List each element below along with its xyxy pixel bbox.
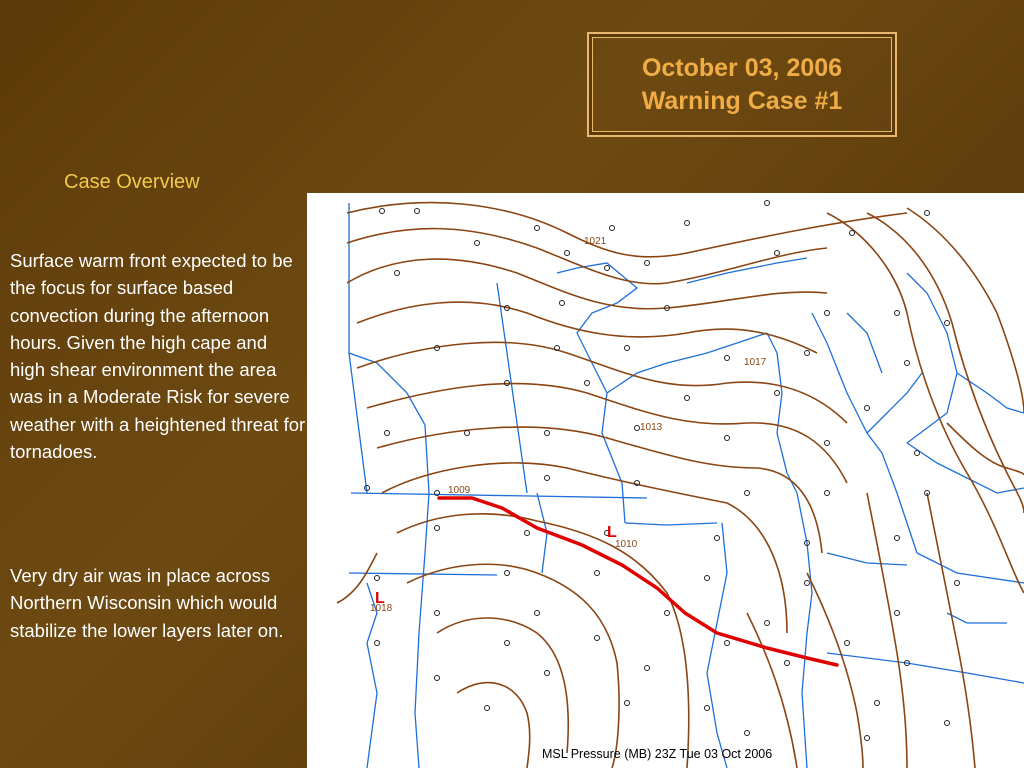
low-pressure-symbol: L [375,590,385,607]
isobar-label: 1021 [584,236,607,247]
station-marker [825,441,830,446]
isobar-line [867,213,1024,513]
station-marker [635,426,640,431]
boundary-line [797,493,812,768]
station-marker [745,731,750,736]
station-marker [375,641,380,646]
station-marker [895,611,900,616]
station-marker [610,226,615,231]
station-marker [805,351,810,356]
station-marker [775,391,780,396]
title-date: October 03, 2006 [641,53,843,82]
map-caption: MSL Pressure (MB) 23Z Tue 03 Oct 2006 [542,747,773,761]
boundary-line [827,653,1024,683]
boundary-line [349,353,367,493]
station-marker [625,701,630,706]
station-marker [645,261,650,266]
boundary-line [947,613,1007,623]
case-overview-heading: Case Overview [64,171,200,193]
isobar-line [907,208,1024,413]
station-marker [895,536,900,541]
isobar-line [807,573,863,768]
station-marker [850,231,855,236]
station-marker [715,536,720,541]
station-marker [545,476,550,481]
station-marker [725,641,730,646]
station-marker [535,226,540,231]
station-marker [865,406,870,411]
station-marker [435,611,440,616]
station-marker [805,581,810,586]
isobar-line [827,213,1024,593]
station-marker [415,209,420,214]
boundary-line [497,283,527,493]
station-marker [395,271,400,276]
station-marker [645,666,650,671]
boundary-line [867,373,922,433]
station-marker [375,576,380,581]
station-marker [475,241,480,246]
station-marker [785,661,790,666]
station-marker [775,251,780,256]
station-marker [595,571,600,576]
station-marker [845,641,850,646]
station-marker [895,311,900,316]
isobar-label: 1010 [615,539,638,550]
station-marker [525,531,530,536]
station-marker [625,346,630,351]
boundary-line [812,313,882,453]
map-canvas [307,193,1024,768]
station-marker [945,321,950,326]
station-marker [745,491,750,496]
isobar-line [747,613,797,768]
station-marker [875,701,880,706]
overview-paragraph-2: Very dry air was in place across Northern Wisconsin which would stabilize the lower layers later on. [10,565,284,641]
boundary-line [827,553,907,565]
station-marker [665,611,670,616]
isobar-label: 1009 [448,485,471,496]
station-marker [705,706,710,711]
station-marker [380,209,385,214]
station-marker [765,201,770,206]
station-marker [535,611,540,616]
station-marker [545,671,550,676]
low-pressure-symbol: L [607,524,617,541]
station-marker [825,491,830,496]
station-marker [825,311,830,316]
boundary-line [349,203,429,768]
station-marker [925,211,930,216]
station-marker [605,266,610,271]
station-marker [765,621,770,626]
station-marker [560,301,565,306]
station-marker [485,706,490,711]
boundary-line [351,493,647,498]
station-marker [725,356,730,361]
station-marker [385,431,390,436]
station-marker [435,526,440,531]
boundary-line [767,333,797,493]
station-marker [915,451,920,456]
station-marker [585,381,590,386]
station-marker [595,636,600,641]
station-marker [505,641,510,646]
title-case: Warning Case #1 [641,86,843,115]
boundary-line [847,313,882,373]
station-marker [685,221,690,226]
isobar-line [947,423,1024,475]
station-plots [365,201,960,741]
station-marker [905,361,910,366]
title-box [587,32,897,137]
station-marker [505,571,510,576]
boundary-line [907,273,957,443]
isobar-line [867,493,907,768]
isobar-line [377,427,822,553]
station-marker [955,581,960,586]
isobar-label: 1013 [640,422,663,433]
isobar-line [927,493,975,768]
isobar-label: 1017 [744,357,767,368]
boundary-line [607,333,767,393]
boundary-line [625,523,717,525]
boundary-line [687,258,807,283]
station-marker [685,396,690,401]
station-marker [945,721,950,726]
station-marker [545,431,550,436]
isobar-line [457,683,530,768]
overview-paragraph-1: Surface warm front expected to be the focus for surface based convection during the afternoon hours. Given the high cape and high shear environment the area was in a Moderate Risk for severe weather with a heightened threat for tornadoes. [10,250,306,463]
surface-pressure-map [307,193,1024,768]
station-marker [725,436,730,441]
station-marker [465,431,470,436]
station-marker [705,576,710,581]
isobar-line [357,302,817,353]
boundary-line [707,523,727,768]
boundary-line [957,373,1024,413]
station-marker [435,676,440,681]
isobar-label: 1018 [370,603,393,614]
station-marker [865,736,870,741]
isobar-line [407,564,619,768]
isobar-line [397,514,689,768]
station-marker [565,251,570,256]
